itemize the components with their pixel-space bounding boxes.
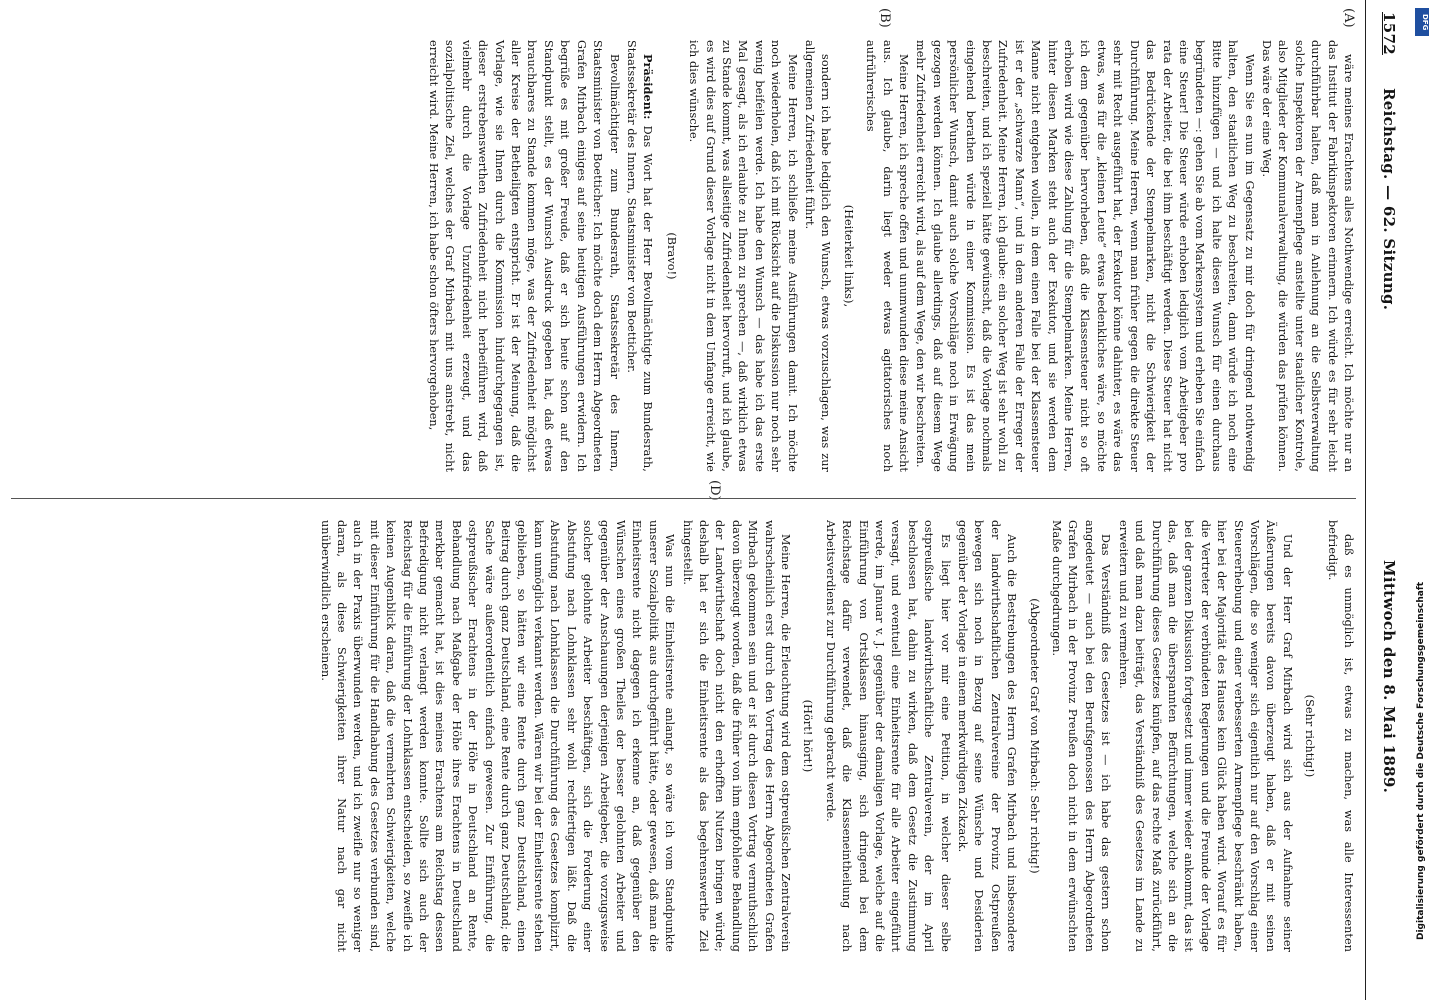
column-divider: [11, 498, 1356, 499]
right-text-column: [315, 520, 1356, 952]
paragraph: Das Verständniß des Gesetzes ist — ich habe das gestern schon angedeutet — auch bei den Berufsgenossen des Herrn Abgeordneten Grafen Mirbach in der Provinz Preußen doch nicht in dem erwünschten Maße durchgedrungen.: [1050, 520, 1113, 952]
paragraph: daß es unmöglich ist, etwas zu machen, was alle Interessenten befriedigt.: [1325, 520, 1355, 952]
paragraph: Auch die Bestrebungen des Herrn Grafen Mirbach und insbesondere der landwirthschaftlichen Zentralvereine der Provinz Ostpreußen bewegen sich noch in Bezug auf seine Wünsche und Desiderien gegenüber der Vorlage in einem merkwürdigen Zickzack.: [956, 520, 1019, 952]
header-left-title: Reichstag. — 62. Sitzung.: [1380, 88, 1398, 311]
header-right-title: Mittwoch den 8. Mai 1889.: [1380, 560, 1398, 794]
paragraph: wäre meines Erachtens alles Nothwendige erreicht. Ich möchte nur an das Institut der Fabrikinspektoren erinnern. Ich würde es für sehr leicht durchführbar halten, daß man in Anlehnung an die Selbstverwaltung solche Inspektoren der Armenpflege anstellte unter staatlicher Kontrole, also Mitglieder der Kommunalverwaltung, die würden das prüfen können. Das wäre der eine Weg.: [1259, 40, 1355, 472]
paragraph: sondern ich habe lediglich den Wunsch, etwas vorzuschlagen, was zur allgemeinen Zufriedenheit führt.: [803, 40, 833, 472]
paragraph: Wenn Sie es nun im Gegensatz zu mir doch für dringend nothwendig halten, den staatlichen Weg zu beschreiten, dann würde ich noch eine Bitte hinzufügen — und ich halte diesen Wunsch für einen durchaus begründeten —: gehen Sie ab vom Markensystem und erheben Sie einfach eine Steuer! Die Steuer würde erhoben lediglich vom Arbeitgeber pro rata der Arbeiter, die bei ihm beschäftigt werden. Diese Steuer hat nicht das Bedrückende der Stempelmarken, nicht die Schwierigkeit der Durchführung. Meine Herren, wenn man früher gegen die direkte Steuer sehr mit Recht ausgeführt hat, der Exekutor könne dahinter, es wäre das etwas, was für die „kleinen Leute“ etwas bedenkliches wäre, so möchte ich dem gegenüber hervorheben, daß die Klassensteuer nicht so oft erhoben wird wie diese Zahlung für die Stempelmarken. Meine Herren, hinter diesen Marken steht auch der Exekutor, und sie werden dem Manne nicht entgehen wollen, in dem einen Falle bei der Klassensteuer ist er der „schwarze Mann“, und in dem anderen Falle der Erreger der Zufriedenheit. Meine Herren, ich glaube: ein solcher Weg ist sehr wohl zu beschreiten, und ich speziell hätte gewünscht, daß die Vorlage nochmals eingehend berathen würde in einer Kommission. Es ist das mein persönlicher Wunsch, damit auch solche Vorschläge noch in Erwägung gezogen werden können. Ich glaube allerdings, daß auf diesem Wege mehr Zufriedenheit erreicht wird, als auf dem Wege, den wir beschreiten.: [914, 40, 1256, 472]
paragraph: Meine Herren, die Erleuchtung wird dem ostpreußischen Zentralverein wahrscheinlich erst durch den Vortrag des Herrn Abgeordneten Grafen Mirbach gekommen sein und er ist durch diesen Vortrag vermuthschlich davon überzeugt worden, daß die früher von ihm empfohlene Behandlung der Landwirthschaft doch nicht den erhofften Nutzen bringen würde; deshalb hat er sich die Einheitsrente als das begehrenswerthe Ziel hingestellt.: [680, 520, 792, 952]
page-number: 1572: [1380, 12, 1398, 55]
paragraph: Meine Herren, ich schließe meine Ausführungen damit. Ich möchte noch wiederholen, daß ich mit Rücksicht auf die Diskussion nur noch sehr wenig beifeilen werde. Ich habe den Wunsch — das habe ich das erste Mal gesagt, als ich erlaubte zu Ihnen zu sprechen —, daß wirklich etwas zu Stande kommt, was allseitige Zufriedenheit hervorruft, und ich glaube, es wird dies auf Grund dieser Vorlage nicht in dem Umfange erreicht, wie ich dies wünsche.: [687, 40, 799, 472]
margin-marker-a: (A): [1341, 8, 1356, 28]
interjection: (Abgeordneter Graf von Mirbach: Sehr richtig!): [1027, 598, 1041, 874]
speaker-name: Präsident:: [641, 54, 656, 120]
margin-marker-b: (B): [877, 8, 892, 28]
speaker-paragraph: [425, 40, 622, 472]
paragraph: Es liegt hier vor mir eine Petition, in welcher dieser selbe ostpreußische landwirthschaftliche Zentralverein, der im April beschlossen hat, dahin zu wirken, daß dem Gesetz die Zustimmung versagt, und eventuell eine Einheitsrente für alle Arbeiter eingeführt werde, im Januar v. J. gegenüber der damaligen Vorlage, welche auf die Einführung von Ortsklassen hinausging, sich dringend bei dem Reichstage dafür verwendet, daß die Klasseneintheilung nach Arbeitsverdienst zur Durchführung gebracht werde.: [823, 520, 952, 952]
interjection: (Heiterkeit links),: [841, 204, 855, 308]
speaker-paragraph: [623, 40, 657, 472]
interjection: (Hört! hört!): [801, 699, 815, 773]
margin-marker-d: (D): [707, 480, 722, 501]
paragraph: Meine Herren, ich spreche offen und unumwunden diese meine Ansicht aus. Ich glaube, darin liegt weder etwas agitatorisches noch aufrührerisches: [864, 40, 911, 472]
page-header: [1365, 0, 1412, 1000]
interjection: (Sehr richtig!): [1303, 694, 1317, 778]
digitization-sidebar: [1412, 0, 1432, 1000]
interjection: (Bravo!): [664, 232, 678, 280]
paragraph: Was nun die Einheitsrente anlangt, so wäre ich vom Standpunkte unserer Sozialpolitik aus durchgeführt hätte, oder gewesen, daß man die Einheitsrente nicht dagegen ich erkenne an, daß gegenüber den Wünschen eines großen Theiles der besser gelohnten Arbeiter und gegenüber der Anschauungen derjenigen Arbeitgeber, die vorzugsweise solcher gelohnte Arbeiter beschäftigen, sich die Forderung einer Abstufung nach Lohnklassen sehr wohl rechtfertigen läßt. Daß die Abstufung nach Lohnklassen die Durchführung des Gesetzes komplizirt, kann unmöglich verkannt werden. Wären wir bei der Einheitsrente stehen geblieben, so hätten wir eine Rente durch ganz Deutschland, einen Beitrag durch ganz Deutschland, eine Rente durch ganz Deutschland; die Sache wäre außerordentlich einfach gewesen. Zur Einführung, die ostpreußischer Erachtens in der Höhe in Deutschland an Rente, Behandlung nach Maßgabe der Höhe ihres Erachtens in Deutschland merkbar gemacht hat, ist dies meines Erachtens am Reichstag dessen Befriedigung nicht verlangt werden konnte. Sollte sich auch der Reichstag für die Einführung der Lohnklassen entscheiden, so zweifle ich keinen Augenblick daran, daß die vermehrten Schwierigkeiten, welche mit dieser Einführung für die Handhabung des Gesetzes verbunden sind, auch in der Praxis überwunden werden, und ich zweifle nur so weniger daran, als diese Schwierigkeiten ihrer Natur nach gar nicht unüberwindlich erscheinen.: [318, 520, 677, 952]
left-text-column: [424, 40, 1356, 472]
speech-text: Das Wort hat der Herr Bevollmächtigte zum Bundesrath, Staatssekretär des Innern, Staatsminister von Boetticher.: [624, 40, 655, 472]
paragraph: Und der Herr Graf Mirbach wird sich aus der Aufnahme seiner Äußerungen bereits davon überzeugt haben, daß er mit seinen Vorschlägen, die so weniger sich eigentlich nur auf den Vorschlag einer Steuererhebung und einer verbesserten Armenpflege beschränkt haben, hier bei der Majorität des Hauses kein Glück haben wird. Worauf es für die Vertreter der verbündeten Regierungen und die Freunde der Vorlage bei der ganzen Diskussion fortgesetzt und immer wieder ankommt, das ist das, daß man die überspannten Befürchtungen, welche sich an die Durchführung dieses Gesetzes knüpfen, auf das rechte Maß zurückführt, und daß man dazu beiträgt, das Verständniß des Gesetzes im Lande zu erweitern und zu vermehren.: [1116, 520, 1294, 952]
speech-text: Bevollmächtigter zum Bundesrath, Staatssekretär des Innern, Staatsminister von Boetticher: Ich möchte doch dem Herrn Abgeordneten Grafen Mirbach einiges auf seine heutigen Ausführungen erwidern. Ich begrüße es mit großer Freude, daß er sich heute schon auf den Standpunkt stellt, es der Wunsch Ausdruck gegeben hat, daß etwas brauchbares zu Stande kommen möge, was der Zufriedenheit möglichst aller Kreise der Betheiligten entspricht. Er ist der Meinung, daß die Vorlage, wie sie Ihnen durch die Kommission hindurchgegangen ist, dieser erstrebenswerthen Zufriedenheit nicht herbeiführen wird, daß vielmehr durch die Vorlage Unzufriedenheit erzeugt, und das sozialpolitische Ziel, welches der Graf Mirbach mit uns anstrebt, nicht erreicht wird. Meine Herren, ich habe schon öfters hervorgehoben,: [427, 40, 621, 472]
dfg-logo: DFG: [1415, 8, 1429, 36]
digitization-credit: Digitalisierung gefördert durch die Deutsche Forschungsgemeinschaft: [1416, 581, 1426, 940]
